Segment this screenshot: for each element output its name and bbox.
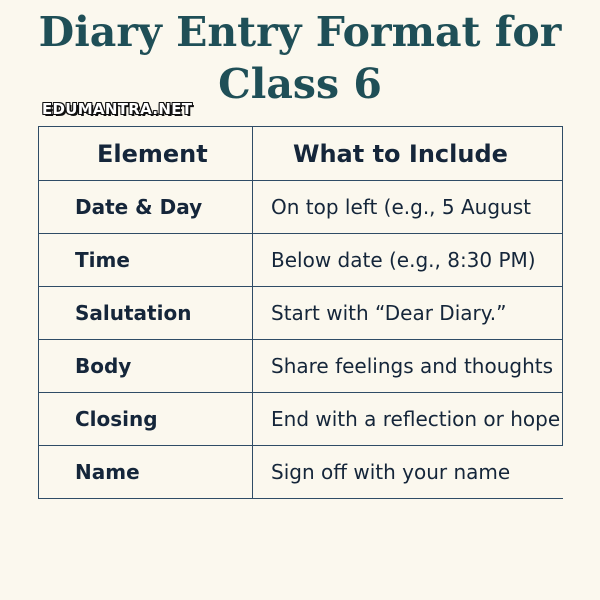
column-header-include: What to Include	[253, 127, 563, 181]
title-line-2: Class 6	[218, 60, 382, 108]
element-cell: Closing	[39, 393, 253, 446]
table-row	[39, 446, 563, 499]
include-cell: End with a reflection or hope	[253, 393, 563, 446]
table-row	[39, 234, 563, 287]
watermark: EDUMANTRA.NET	[42, 100, 193, 118]
element-cell: Name	[39, 446, 253, 499]
include-cell: Sign off with your name	[253, 446, 563, 499]
element-cell: Time	[39, 234, 253, 287]
element-cell: Salutation	[39, 287, 253, 340]
include-cell: Below date (e.g., 8:30 PM)	[253, 234, 563, 287]
format-table	[38, 126, 563, 499]
table-header-row	[39, 127, 563, 181]
page-title	[0, 6, 600, 110]
include-cell: Share feelings and thoughts	[253, 340, 563, 393]
table-row	[39, 393, 563, 446]
element-cell: Body	[39, 340, 253, 393]
table-row	[39, 287, 563, 340]
title-line-1: Diary Entry Format for	[38, 8, 562, 56]
include-cell: On top left (e.g., 5 August	[253, 181, 563, 234]
include-cell: Start with “Dear Diary.”	[253, 287, 563, 340]
table-row	[39, 181, 563, 234]
column-header-element: Element	[39, 127, 253, 181]
element-cell: Date & Day	[39, 181, 253, 234]
table-row	[39, 340, 563, 393]
